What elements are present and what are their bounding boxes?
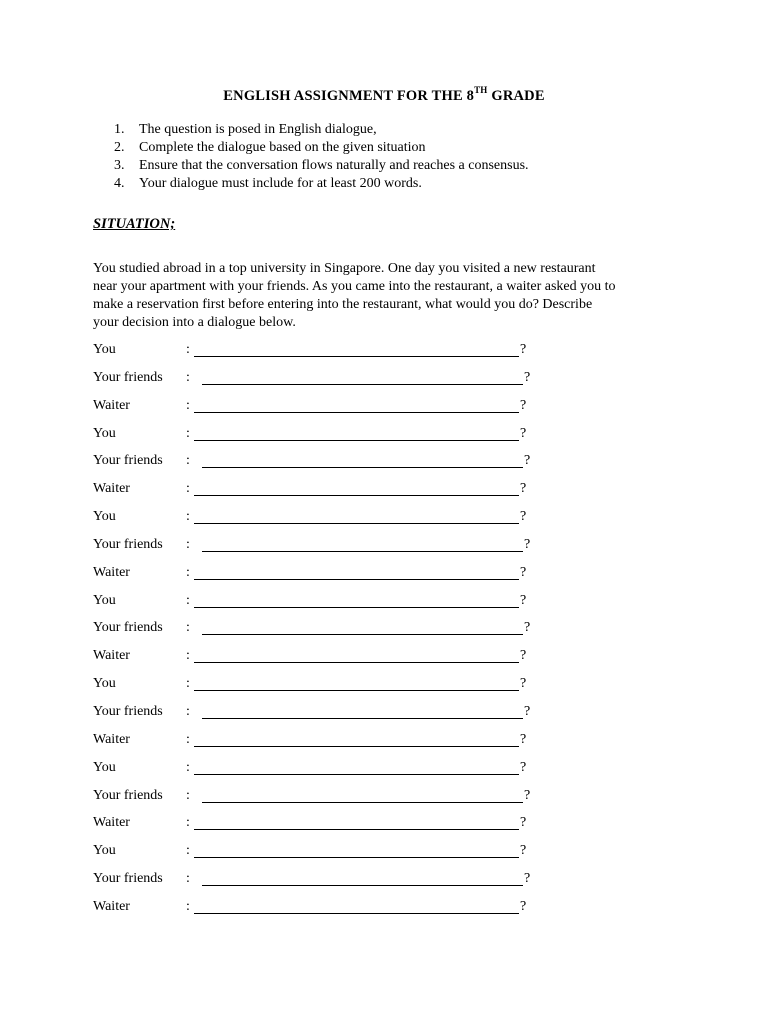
colon-separator: : (186, 898, 190, 914)
answer-blank[interactable] (202, 618, 523, 635)
speaker-label: Your friends (93, 453, 163, 469)
speaker-label: Waiter (93, 898, 130, 914)
situation-line: near your apartment with your friends. As you came into the restaurant, a waiter asked you to (93, 279, 616, 294)
instruction-item (114, 157, 529, 175)
colon-separator: : (186, 648, 190, 664)
colon-separator: : (186, 369, 190, 385)
situation-line: You studied abroad in a top university in Singapore. One day you visited a new restaurant (93, 261, 596, 276)
colon-separator: : (186, 759, 190, 775)
page-title (0, 86, 768, 105)
speaker-label: You (93, 425, 116, 441)
answer-blank[interactable] (194, 813, 519, 830)
speaker-label: Your friends (93, 369, 163, 385)
question-mark: ? (524, 536, 531, 552)
colon-separator: : (186, 481, 190, 497)
speaker-label: Waiter (93, 648, 130, 664)
colon-separator: : (186, 787, 190, 803)
speaker-label: Your friends (93, 703, 163, 719)
answer-blank[interactable] (202, 451, 523, 468)
title-end: GRADE (487, 87, 545, 104)
speaker-label: Waiter (93, 481, 130, 497)
answer-blank[interactable] (194, 424, 519, 441)
instruction-number: 2. (114, 140, 125, 155)
question-mark: ? (520, 509, 527, 525)
instruction-number: 4. (114, 176, 125, 191)
instruction-item (114, 121, 529, 139)
colon-separator: : (186, 843, 190, 859)
speaker-label: You (93, 843, 116, 859)
question-mark: ? (524, 620, 531, 636)
question-mark: ? (520, 425, 527, 441)
speaker-label: You (93, 509, 116, 525)
answer-blank[interactable] (194, 758, 519, 775)
speaker-label: Your friends (93, 620, 163, 636)
question-mark: ? (524, 871, 531, 887)
speaker-label: You (93, 759, 116, 775)
answer-blank[interactable] (194, 591, 519, 608)
colon-separator: : (186, 620, 190, 636)
colon-separator: : (186, 871, 190, 887)
speaker-label: Your friends (93, 871, 163, 887)
speaker-label: You (93, 342, 116, 357)
answer-blank[interactable] (202, 535, 523, 552)
question-mark: ? (520, 731, 527, 747)
colon-separator: : (186, 342, 190, 357)
answer-blank[interactable] (194, 340, 519, 357)
situation-heading: SITUATION; (93, 216, 176, 232)
colon-separator: : (186, 676, 190, 692)
question-mark: ? (520, 564, 527, 580)
question-mark: ? (520, 843, 527, 859)
instruction-text: Your dialogue must include for at least 200 words. (139, 176, 422, 191)
question-mark: ? (520, 676, 527, 692)
question-mark: ? (520, 592, 527, 608)
question-mark: ? (520, 815, 527, 831)
instruction-text: The question is posed in English dialogue, (139, 122, 377, 137)
answer-blank[interactable] (202, 869, 523, 886)
speaker-label: Waiter (93, 731, 130, 747)
instruction-item (114, 139, 529, 157)
question-mark: ? (524, 453, 531, 469)
title-main: ENGLISH ASSIGNMENT FOR THE 8 (223, 87, 475, 104)
colon-separator: : (186, 592, 190, 608)
speaker-label: Waiter (93, 815, 130, 831)
question-mark: ? (524, 703, 531, 719)
answer-blank[interactable] (194, 897, 519, 914)
answer-blank[interactable] (194, 396, 519, 413)
question-mark: ? (524, 369, 531, 385)
instructions-list (114, 121, 529, 193)
speaker-label: You (93, 676, 116, 692)
colon-separator: : (186, 425, 190, 441)
instruction-number: 1. (114, 122, 125, 137)
question-mark: ? (520, 342, 527, 357)
answer-blank[interactable] (194, 507, 519, 524)
speaker-label: Your friends (93, 787, 163, 803)
colon-separator: : (186, 509, 190, 525)
title-superscript: TH (474, 85, 488, 95)
question-mark: ? (520, 397, 527, 413)
answer-blank[interactable] (194, 479, 519, 496)
speaker-label: Waiter (93, 397, 130, 413)
answer-blank[interactable] (202, 368, 523, 385)
question-mark: ? (520, 759, 527, 775)
colon-separator: : (186, 564, 190, 580)
colon-separator: : (186, 397, 190, 413)
colon-separator: : (186, 815, 190, 831)
answer-blank[interactable] (194, 730, 519, 747)
situation-line: make a reservation first before entering into the restaurant, what would you do? Describe (93, 297, 593, 312)
speaker-label: Your friends (93, 536, 163, 552)
answer-blank[interactable] (202, 786, 523, 803)
question-mark: ? (520, 648, 527, 664)
colon-separator: : (186, 453, 190, 469)
colon-separator: : (186, 703, 190, 719)
instruction-number: 3. (114, 158, 125, 173)
question-mark: ? (520, 481, 527, 497)
question-mark: ? (520, 898, 527, 914)
speaker-label: Waiter (93, 564, 130, 580)
instruction-text: Complete the dialogue based on the given situation (139, 140, 426, 155)
answer-blank[interactable] (194, 674, 519, 691)
colon-separator: : (186, 536, 190, 552)
colon-separator: : (186, 731, 190, 747)
instruction-item (114, 175, 529, 193)
situation-line: your decision into a dialogue below. (93, 315, 296, 330)
answer-blank[interactable] (194, 841, 519, 858)
situation-paragraph (93, 260, 616, 332)
instruction-text: Ensure that the conversation flows naturally and reaches a consensus. (139, 158, 529, 173)
speaker-label: You (93, 592, 116, 608)
answer-blank[interactable] (194, 646, 519, 663)
question-mark: ? (524, 787, 531, 803)
answer-blank[interactable] (202, 702, 523, 719)
answer-blank[interactable] (194, 563, 519, 580)
